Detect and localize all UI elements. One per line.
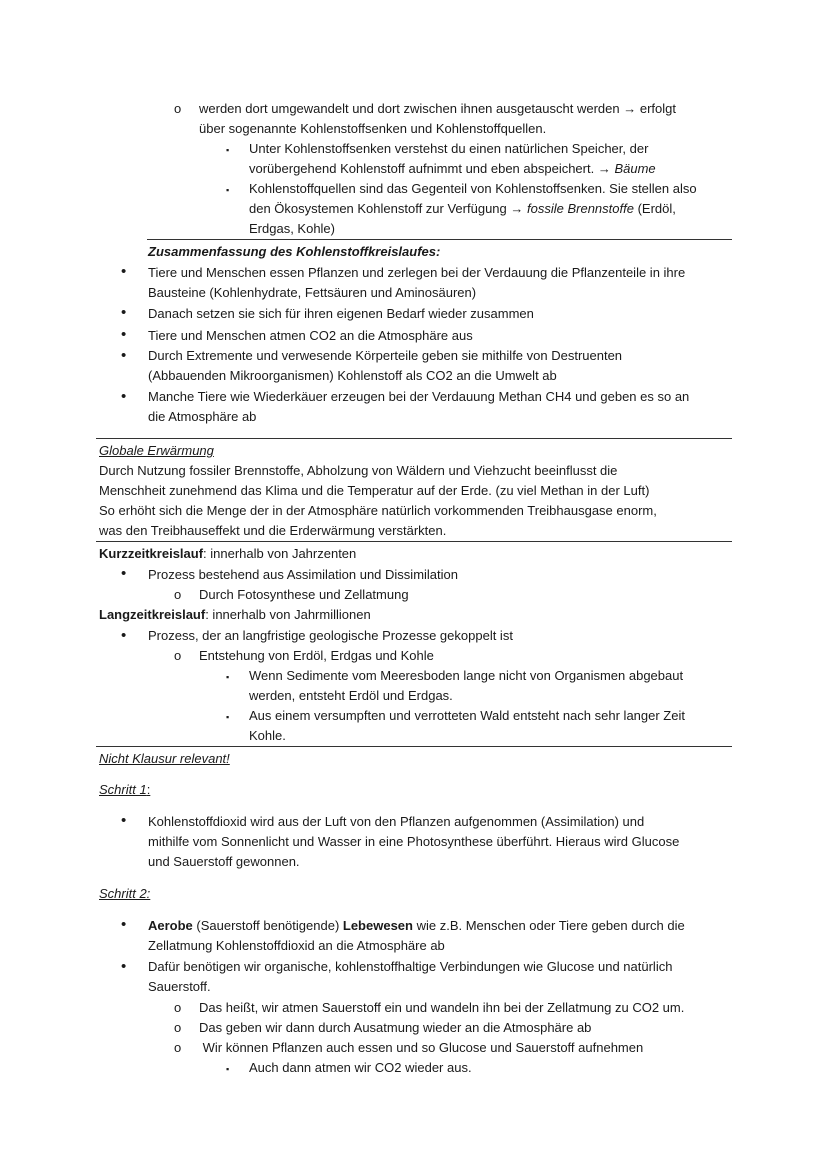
short-term-bullet: Prozess bestehend aus Assimilation und Dissimilation	[148, 567, 458, 582]
long-term-sq1-line-2: werden, entsteht Erdöl und Erdgas.	[249, 688, 453, 703]
step2-sub-1: Das heißt, wir atmen Sauerstoff ein und wandeln ihn bei der Zellatmung zu CO2 um.	[199, 1000, 685, 1015]
long-term-sq1-line-1: Wenn Sedimente vom Meeresboden lange nicht von Organismen abgebaut	[249, 668, 684, 683]
long-term-sub: Entstehung von Erdöl, Erdgas und Kohle	[199, 648, 434, 663]
summary-bullet-5-line-1: Manche Tiere wie Wiederkäuer erzeugen bei der Verdauung Methan CH4 und geben es so an	[148, 389, 690, 404]
bullet-marker: •	[121, 958, 127, 975]
step1-heading: Schritt 1:	[99, 782, 151, 797]
summary-heading: Zusammenfassung des Kohlenstoffkreislaufes:	[148, 244, 441, 259]
square-marker: ▪	[226, 1064, 230, 1074]
arrow-icon: →	[597, 161, 611, 176]
short-term-sub: Durch Fotosynthese und Zellatmung	[199, 587, 409, 602]
bullet-marker: •	[121, 627, 127, 644]
circle-marker: o	[174, 101, 182, 116]
sinks-sub2-line-2: den Ökosystemen Kohlenstoff zur Verfügung → fossile Brennstoffe (Erdöl,	[249, 201, 676, 216]
circle-marker: o	[174, 1040, 182, 1055]
circle-marker: o	[174, 1020, 182, 1035]
global-warming-heading: Globale Erwärmung	[99, 443, 214, 458]
bullet-marker: •	[121, 263, 127, 280]
bullet-marker: •	[121, 916, 127, 933]
step1-line-1: Kohlenstoffdioxid wird aus der Luft von den Pflanzen aufgenommen (Assimilation) und	[148, 814, 645, 829]
short-term-label: Kurzzeitkreislauf	[99, 546, 204, 561]
summary-bullet-3: Tiere und Menschen atmen CO2 an die Atmosphäre aus	[148, 328, 473, 343]
sinks-line-1: werden dort umgewandelt und dort zwischen ihnen ausgetauscht werden → erfolgt	[199, 101, 676, 116]
divider	[96, 438, 732, 439]
bullet-marker: •	[121, 347, 127, 364]
long-term-label: Langzeitkreislauf	[99, 607, 206, 622]
square-marker: ▪	[226, 712, 230, 722]
summary-bullet-4-line-2: (Abbauenden Mikroorganismen) Kohlenstoff als CO2 an die Umwelt ab	[148, 368, 557, 383]
global-warming-line-2: Menschheit zunehmend das Klima und die Temperatur auf der Erde. (zu viel Methan in der Luft)	[99, 483, 650, 498]
step2-sub-2: Das geben wir dann durch Ausatmung wieder an die Atmosphäre ab	[199, 1020, 592, 1035]
step2-heading: Schritt 2:	[99, 886, 151, 901]
global-warming-line-3: So erhöht sich die Menge der in der Atmosphäre natürlich vorkommenden Treibhausgase enorm,	[99, 503, 657, 518]
example-trees: Bäume	[614, 161, 656, 176]
divider	[96, 746, 732, 747]
long-term-sq2-line-1: Aus einem versumpften und verrotteten Wald entsteht nach sehr langer Zeit	[249, 708, 685, 723]
divider	[96, 541, 732, 542]
sinks-sub2-line-1: Kohlenstoffquellen sind das Gegenteil von Kohlenstoffsenken. Sie stellen also	[249, 181, 697, 196]
long-term-bullet: Prozess, der an langfristige geologische Prozesse gekoppelt ist	[148, 628, 513, 643]
long-term-sq2-line-2: Kohle.	[249, 728, 286, 743]
long-term-line: Langzeitkreislauf: innerhalb von Jahrmillionen	[99, 607, 371, 622]
step2-bullet-1-line-1: Aerobe (Sauerstoff benötigende) Lebewesen wie z.B. Menschen oder Tiere geben durch die	[148, 918, 685, 933]
summary-bullet-5-line-2: die Atmosphäre ab	[148, 409, 257, 424]
step2-square-1: Auch dann atmen wir CO2 wieder aus.	[249, 1060, 472, 1075]
arrow-icon: →	[510, 201, 524, 216]
bullet-marker: •	[121, 812, 127, 829]
bullet-marker: •	[121, 304, 127, 321]
circle-marker: o	[174, 587, 182, 602]
divider	[147, 239, 732, 240]
step1-line-2: mithilfe vom Sonnenlicht und Wasser in eine Photosynthese überführt. Hieraus wird Glucose	[148, 834, 680, 849]
summary-bullet-4-line-1: Durch Extremente und verwesende Körperteile geben sie mithilfe von Destruenten	[148, 348, 623, 363]
global-warming-line-1: Durch Nutzung fossiler Brennstoffe, Abholzung von Wäldern und Viehzucht beeinflusst die	[99, 463, 618, 478]
not-exam-heading: Nicht Klausur relevant!	[99, 751, 230, 766]
summary-bullet-2: Danach setzen sie sich für ihren eigenen Bedarf wieder zusammen	[148, 306, 534, 321]
sinks-sub1-line-2: vorübergehend Kohlenstoff aufnimmt und eben abspeichert. → Bäume	[249, 161, 656, 176]
summary-bullet-1-line-2: Bausteine (Kohlenhydrate, Fettsäuren und Aminosäuren)	[148, 285, 477, 300]
step2-bullet-2-line-1: Dafür benötigen wir organische, kohlenstoffhaltige Verbindungen wie Glucose und natürlich	[148, 959, 673, 974]
bullet-marker: •	[121, 326, 127, 343]
circle-marker: o	[174, 648, 182, 663]
global-warming-line-4: was den Treibhauseffekt und die Erderwärmung verstärkten.	[99, 523, 447, 538]
short-term-line: Kurzzeitkreislauf: innerhalb von Jahrzenten	[99, 546, 357, 561]
step2-bullet-1-line-2: Zellatmung Kohlenstoffdioxid an die Atmosphäre ab	[148, 938, 445, 953]
step2-bullet-2-line-2: Sauerstoff.	[148, 979, 211, 994]
bullet-marker: •	[121, 565, 127, 582]
square-marker: ▪	[226, 672, 230, 682]
sinks-line-2: über sogenannte Kohlenstoffsenken und Kohlenstoffquellen.	[199, 121, 547, 136]
arrow-icon: →	[623, 101, 637, 116]
sinks-sub1-line-1: Unter Kohlenstoffsenken verstehst du einen natürlichen Speicher, der	[249, 141, 649, 156]
sinks-sub2-line-3: Erdgas, Kohle)	[249, 221, 335, 236]
example-fossil-fuels: fossile Brennstoffe	[527, 201, 634, 216]
square-marker: ▪	[226, 145, 230, 155]
step2-sub-3: Wir können Pflanzen auch essen und so Glucose und Sauerstoff aufnehmen	[199, 1040, 644, 1055]
circle-marker: o	[174, 1000, 182, 1015]
step1-line-3: und Sauerstoff gewonnen.	[148, 854, 300, 869]
summary-bullet-1-line-1: Tiere und Menschen essen Pflanzen und zerlegen bei der Verdauung die Pflanzenteile in ihre	[148, 265, 686, 280]
square-marker: ▪	[226, 185, 230, 195]
bullet-marker: •	[121, 388, 127, 405]
